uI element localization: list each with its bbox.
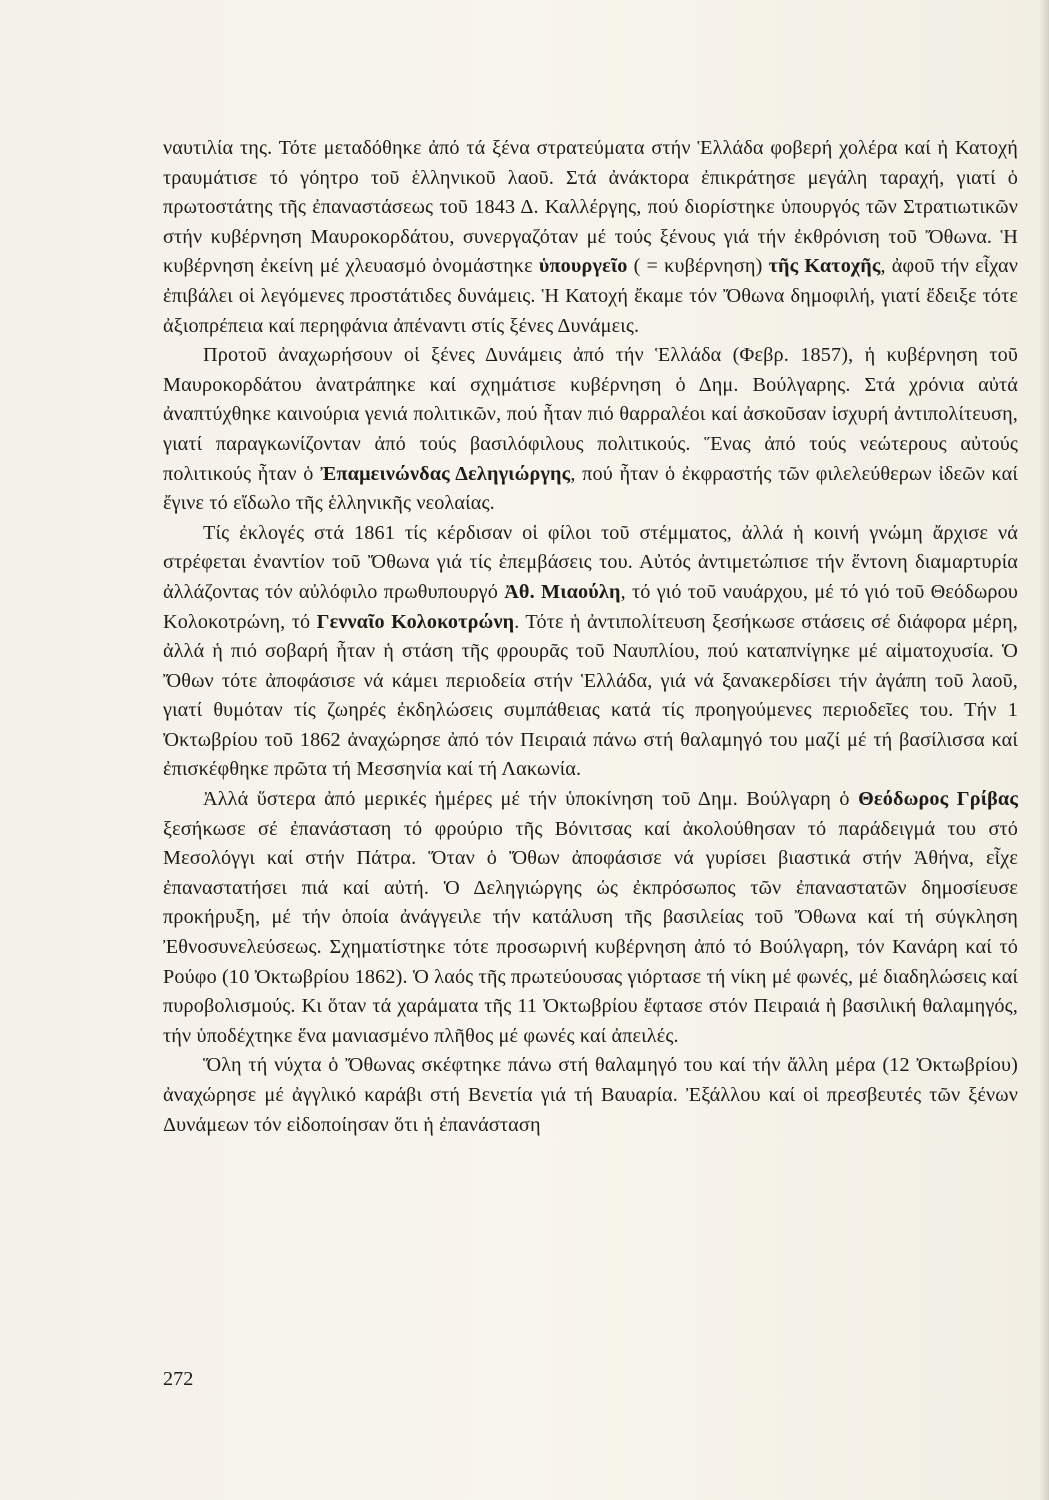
bold-name-deligiorgis: Ἐπαμεινώνδας Δεληγιώργης: [320, 462, 571, 485]
bold-name-grivas: Θεόδωρος Γρίβας: [858, 788, 1018, 811]
paragraph-4: [163, 785, 1018, 1051]
text-segment: Προτοῦ ἀναχωρήσουν οἱ ξένες Δυνάμεις ἀπό τήν Ἑλλάδα (Φεβρ. 1857), ἡ κυβέρνηση τοῦ Μαυροκορδάτου ἀνατράπηκε καί σχημάτισε κυβέρνηση ὁ Δημ. Βούλγαρης. Στά χρόνια αὐτά ἀναπτύχθηκε καινούρια γενιά πολιτικῶν, πού ἦταν πιό θαρραλέοι καί ἀσκοῦσαν ἰσχυρή ἀντιπολίτευση, γιατί παραγκωνίζονταν ἀπό τούς βασιλόφιλους πολιτικούς. Ἕνας ἀπό τούς νεώτερους αὐτούς πολιτικούς ἦταν ὁ: [163, 344, 1018, 485]
page-number: 272: [163, 1368, 194, 1390]
text-segment: Τίς ἐκλογές στά 1861 τίς κέρδισαν οἱ φίλοι τοῦ στέμματος, ἀλλά ἡ κοινή γνώμη ἄρχισε νά στρέφεται ἐναντίον τοῦ Ὄθωνα γιά τίς ἐπεμβάσεις του. Αὐτός ἀντιμετώπισε τήν ἔντονη διαμαρτυρία ἀλλάζοντας τόν αὐλόφιλο πρωθυπουργό: [163, 521, 1018, 603]
bold-term-ministry: ὑπουργεῖο: [538, 255, 628, 278]
text-segment: , ἀφοῦ τήν εἶχαν ἐπιβάλει οἱ λεγόμενες προστάτιδες δυνάμεις. Ἡ Κατοχή ἔκαμε τόν Ὄθωνα δημοφιλή, γιατί ἔδειξε τότε ἀξιοπρέπεια καί περηφάνια ἀπέναντι στίς ξένες Δυνάμεις.: [163, 255, 1018, 337]
paragraph-5: [163, 1051, 1018, 1140]
bold-name-miaoulis: Ἀθ. Μιαούλη: [504, 580, 621, 603]
text-segment: Ἀλλά ὕστερα ἀπό μερικές ἡμέρες μέ τήν ὑποκίνηση τοῦ Δημ. Βούλγαρη ὁ: [203, 788, 859, 811]
text-segment: , πού ἦταν ὁ ἐκφραστής τῶν φιλελεύθερων ἰδεῶν καί ἔγινε τό εἴδωλο τῆς ἑλληνικῆς νεολαίας.: [163, 462, 1018, 515]
bold-term-occupation: τῆς Κατοχῆς: [768, 255, 881, 278]
text-segment: . Τότε ἡ ἀντιπολίτευση ξεσήκωσε στάσεις σέ διάφορα μέρη, ἀλλά ἡ πιό σοβαρή ἦταν ἡ στάση τῆς φρουρᾶς τοῦ Ναυπλίου, πού καταπνίγηκε μέ αἱματοχυσία. Ὁ Ὄθων τότε ἀποφάσισε νά κάμει περιοδεία στήν Ἑλλάδα, γιά νά ξανακερδίσει τήν ἀγάπη τοῦ λαοῦ, γιατί θυμόταν τίς ζωηρές ἐκδηλώσεις συμπάθειας κατά τίς προηγούμενες περιοδεῖες του. Τήν 1 Ὀκτωβρίου τοῦ 1862 ἀναχώρησε ἀπό τόν Πειραιά πάνω στή θαλαμηγό του μαζί μέ τή βασίλισσα καί ἐπισκέφθηκε πρῶτα τή Μεσσηνία καί τή Λακωνία.: [163, 610, 1018, 781]
paragraph-2: [163, 341, 1018, 519]
text-segment: ( = κυβέρνηση): [627, 255, 769, 278]
text-segment: ξεσήκωσε σέ ἐπανάσταση τό φρούριο τῆς Βόνιτσας καί ἀκολούθησαν τό παράδειγμά του στό Μεσολόγγι καί στήν Πάτρα. Ὅταν ὁ Ὄθων ἀποφάσισε νά γυρίσει βιαστικά στήν Ἀθήνα, εἶχε ἐπαναστατήσει πιά καί αὐτή. Ὁ Δεληγιώργης ὡς ἐκπρόσωπος τῶν ἐπαναστατῶν δημοσίευσε προκήρυξη, μέ τήν ὁποία ἀνάγγειλε τήν κατάλυση τῆς βασιλείας τοῦ Ὄθωνα καί τή σύγκληση Ἐθνοσυνελεύσεως. Σχηματίστηκε τότε προσωρινή κυβέρνηση ἀπό τό Βούλγαρη, τόν Κανάρη καί τό Ρούφο (10 Ὀκτωβρίου 1862). Ὁ λαός τῆς πρωτεύουσας γιόρτασε τή νίκη μέ φωνές, μέ διαδηλώσεις καί πυροβολισμούς. Κι ὅταν τά χαράματα τῆς 11 Ὀκτωβρίου ἔφτασε στόν Πειραιά ἡ βασιλική θαλαμηγός, τήν ὑποδέχτηκε ἕνα μανιασμένο πλῆθος μέ φωνές καί ἀπειλές.: [163, 817, 1018, 1047]
page-edge-shadow: [1039, 0, 1049, 1500]
body-text: [163, 134, 1018, 1140]
paragraph-1: [163, 134, 1018, 341]
text-segment: Ὅλη τή νύχτα ὁ Ὄθωνας σκέφτηκε πάνω στή θαλαμηγό του καί τήν ἄλλη μέρα (12 Ὀκτωβρίου) ἀναχώρησε μέ ἀγγλικό καράβι στή Βενετία γιά τή Βαυαρία. Ἐξάλλου καί οἱ πρεσβευτές τῶν ξένων Δυνάμεων τόν εἰδοποίησαν ὅτι ἡ ἐπανάσταση: [163, 1054, 1018, 1136]
paragraph-3: [163, 519, 1018, 785]
text-segment: ναυτιλία της. Τότε μεταδόθηκε ἀπό τά ξένα στρατεύματα στήν Ἑλλάδα φοβερή χολέρα καί ἡ Κατοχή τραυμάτισε τό γόητρο τοῦ ἑλληνικοῦ λαοῦ. Στά ἀνάκτορα ἐπικράτησε μεγάλη ταραχή, γιατί ὁ πρωτοστάτης τῆς ἐπαναστάσεως τοῦ 1843 Δ. Καλλέργης, πού διορίστηκε ὑπουργός τῶν Στρατιωτικῶν στήν κυβέρνηση Μαυροκορδάτου, συνεργαζόταν μέ τούς ξένους γιά τήν ἐκθρόνιση τοῦ Ὄθωνα. Ἡ κυβέρνηση ἐκείνη μέ χλευασμό ὀνομάστηκε: [163, 137, 1018, 278]
text-segment: , τό γιό τοῦ ναυάρχου, μέ τό γιό τοῦ Θεόδωρου Κολοκοτρώνη, τό: [163, 580, 1018, 633]
bold-name-kolokotronis: Γενναῖο Κολοκοτρώνη: [316, 610, 515, 633]
